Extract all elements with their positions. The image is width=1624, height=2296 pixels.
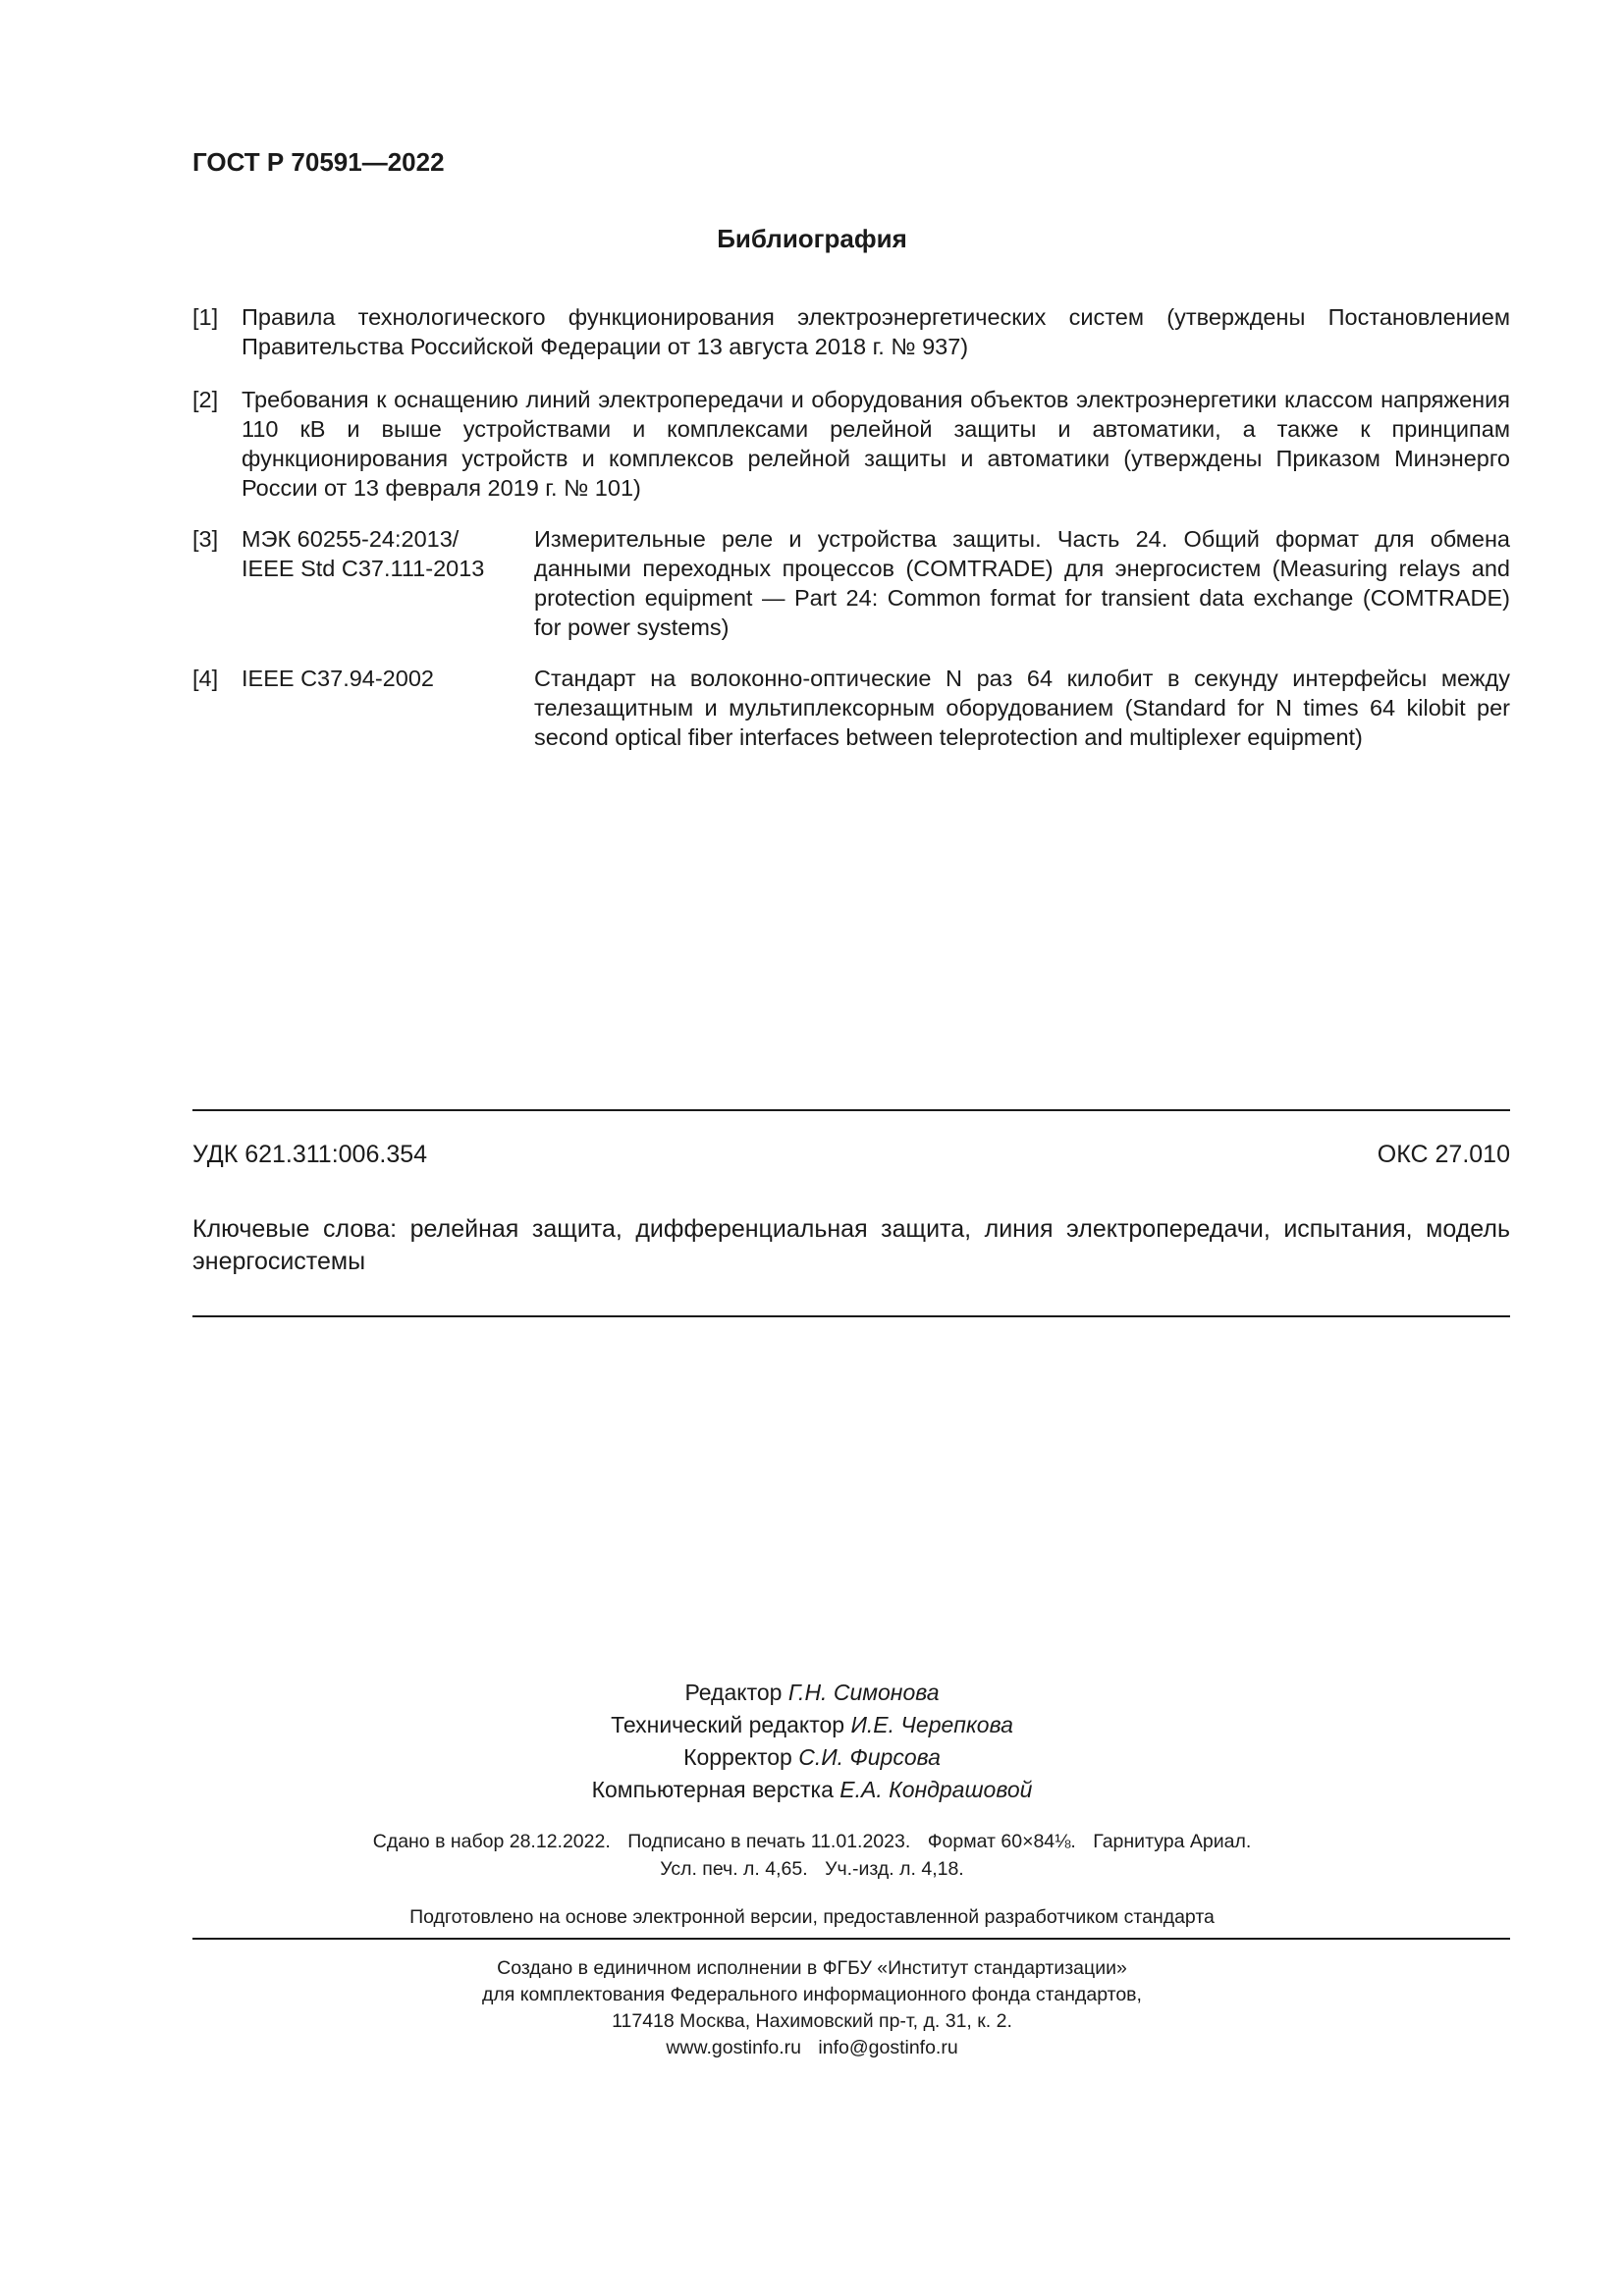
bibliography-entry-1 [192,302,1510,361]
print-typeface: Гарнитура Ариал. [1093,1831,1252,1852]
publisher-website: www.gostinfo.ru [666,2037,801,2058]
document-code: ГОСТ Р 70591—2022 [192,147,445,177]
credit-label: Редактор [684,1680,783,1705]
credits-block [0,1677,1624,1806]
keywords: Ключевые слова: релейная защита, дифференциальная защита, линия электропередачи, испытания, модель энергосистемы [192,1215,1510,1275]
publisher-contacts [0,2035,1624,2061]
bibliography-entry-2 [192,385,1510,503]
entry-reference-line: IEEE C37.94-2002 [242,666,434,691]
entry-reference [242,664,526,693]
entry-text: Правила технологического функционирования электроэнергетических систем (утверждены Постановлением Правительства Российской Федерации от 13 августа 2018 г. № 937) [242,304,1510,359]
publisher-line: Создано в единичном исполнении в ФГБУ «Институт стандартизации» [497,1957,1127,1979]
print-info-line [0,1828,1624,1855]
prepared-note: Подготовлено на основе электронной версии, предоставленной разработчиком стандарта [409,1906,1215,1928]
entry-number: [2] [192,387,219,412]
oks-code: ОКС 27.010 [1377,1141,1510,1168]
credit-name: С.И. Фирсова [798,1744,941,1770]
divider [192,1109,1510,1111]
credit-layout [0,1774,1624,1806]
credit-tech-editor [0,1709,1624,1741]
entry-number: [1] [192,304,219,330]
print-sheets: Усл. печ. л. 4,65. [660,1858,808,1880]
entry-text: Стандарт на волоконно-оптические N раз 64 килобит в секунду интерфейсы между телезащитным и мультиплексорным оборудованием (Standard for N times 64 kilobit per second optical fiber interfaces between teleprotection and multiplexer equipment) [534,666,1510,750]
entry-number: [3] [192,526,219,552]
print-submitted: Сдано в набор 28.12.2022. [372,1831,611,1852]
entry-text: Требования к оснащению линий электропередачи и оборудования объектов электроэнергетики классом напряжения 110 кВ и выше устройствами и комплексами релейной защиты и автоматики, а также к принципам функционирования устройств и комплексов релейной защиты и автоматики (утверждены Приказом Минэнерго России от 13 февраля 2019 г. № 101) [242,387,1510,501]
credit-label: Корректор [683,1744,792,1770]
entry-reference [242,524,526,583]
print-pub-sheets: Уч.-изд. л. 4,18. [825,1858,964,1880]
credit-name: Е.А. Кондрашовой [839,1777,1033,1802]
print-info [0,1828,1624,1883]
bibliography-entry-4 [192,664,1510,752]
publisher-line: 117418 Москва, Нахимовский пр-т, д. 31, к. 2. [612,2010,1012,2032]
entry-reference-line: IEEE Std C37.111-2013 [242,556,485,581]
publisher-email: info@gostinfo.ru [818,2037,958,2058]
credit-corrector [0,1741,1624,1774]
print-signed: Подписано в печать 11.01.2023. [627,1831,911,1852]
credit-label: Компьютерная верстка [591,1777,834,1802]
publisher-info [0,1955,1624,2061]
divider [192,1938,1510,1940]
divider [192,1315,1510,1317]
print-info-line [0,1855,1624,1883]
credit-label: Технический редактор [611,1712,845,1737]
udk-code: УДК 621.311:006.354 [192,1141,428,1168]
publisher-line: для комплектования Федерального информационного фонда стандартов, [482,1984,1142,2005]
entry-text: Измерительные реле и устройства защиты. Часть 24. Общий формат для обмена данными переходных процессов (COMTRADE) для энергосистем (Measuring relays and protection equipment — Part 24: Common format for transient data exchange (COMTRADE) for power systems) [534,526,1510,640]
entry-number: [4] [192,666,219,691]
bibliography-entry-3 [192,524,1510,642]
print-format: Формат 60×84⅛. [927,1831,1076,1852]
entry-reference-line: МЭК 60255-24:2013/ [242,526,460,552]
credit-name: И.Е. Черепкова [850,1712,1013,1737]
credit-editor [0,1677,1624,1709]
bibliography-title: Библиография [717,224,907,253]
credit-name: Г.Н. Симонова [787,1680,940,1705]
